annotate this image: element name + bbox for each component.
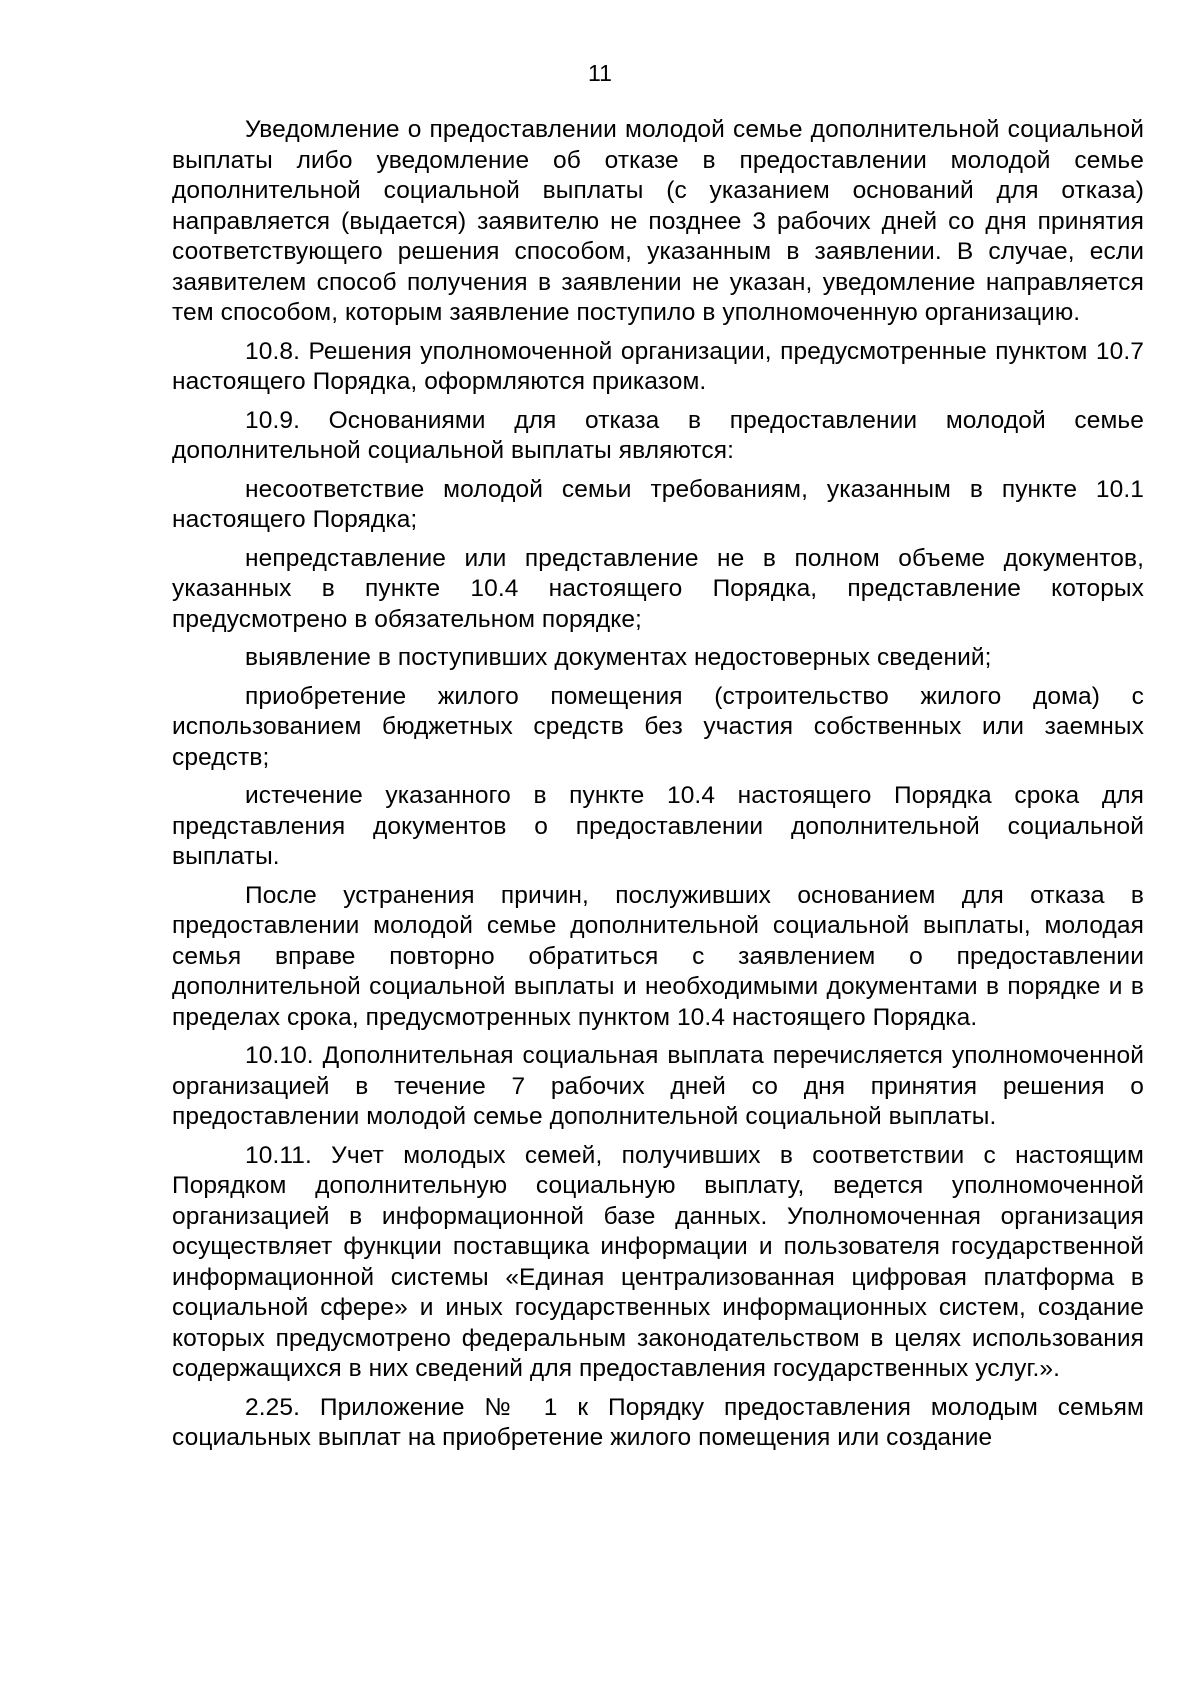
- paragraph-10-11: 10.11. Учет молодых семей, получивших в соответствии с настоящим Порядком дополнительную социальную выплату, ведется уполномоченной организацией в информационной базе данных. Уполномоченная организация осуществляет функции поставщика информации и пользователя государственной информационной системы «Единая централизованная цифровая платформа в социальной сфере» и иных государственных информационных систем, создание которых предусмотрено федеральным законодательством в целях использования содержащихся в них сведений для предоставления государственных услуг.».: [172, 1141, 1144, 1382]
- paragraph-refusal-ground-3: выявление в поступивших документах недостоверных сведений;: [245, 644, 992, 671]
- document-body: [172, 115, 1144, 1454]
- paragraph-2-25: 2.25. Приложение № 1 к Порядку предоставления молодым семьям социальных выплат на приобретение жилого помещения или создание: [172, 1393, 1144, 1451]
- paragraph-refusal-ground-4: приобретение жилого помещения (строительство жилого дома) с использованием бюджетных средств без участия собственных или заемных средств;: [172, 682, 1144, 771]
- paragraph-reapplication: После устранения причин, послуживших основанием для отказа в предоставлении молодой семье дополнительной социальной выплаты, молодая семья вправе повторно обратиться с заявлением о предоставлении дополнительной социальной выплаты и необходимыми документами в порядке и в пределах срока, предусмотренных пунктом 10.4 настоящего Порядка.: [172, 881, 1144, 1031]
- paragraph-10-8: 10.8. Решения уполномоченной организации, предусмотренные пунктом 10.7 настоящего Порядка, оформляются приказом.: [172, 337, 1144, 395]
- paragraph-10-9: 10.9. Основаниями для отказа в предоставлении молодой семье дополнительной социальной выплаты являются:: [172, 406, 1144, 464]
- paragraph-refusal-ground-2: непредставление или представление не в полном объеме документов, указанных в пункте 10.4 настоящего Порядка, представление которых предусмотрено в обязательном порядке;: [172, 544, 1144, 633]
- paragraph-refusal-ground-5: истечение указанного в пункте 10.4 настоящего Порядка срока для представления документов о предоставлении дополнительной социальной выплаты.: [172, 782, 1144, 870]
- paragraph-refusal-ground-1: несоответствие молодой семьи требованиям, указанным в пункте 10.1 настоящего Порядка;: [172, 475, 1144, 533]
- paragraph-notification: Уведомление о предоставлении молодой семье дополнительной социальной выплаты либо уведомление об отказе в предоставлении молодой семье дополнительной социальной выплаты (с указанием оснований для отказа) направляется (выдается) заявителю не позднее 3 рабочих дней со дня принятия соответствующего решения способом, указанным в заявлении. В случае, если заявителем способ получения в заявлении не указан, уведомление направляется тем способом, которым заявление поступило в уполномоченную организацию.: [172, 116, 1144, 326]
- page-number: 11: [588, 60, 612, 86]
- paragraph-10-10: 10.10. Дополнительная социальная выплата перечисляется уполномоченной организацией в течение 7 рабочих дней со дня принятия решения о предоставлении молодой семье дополнительной социальной выплаты.: [172, 1042, 1144, 1130]
